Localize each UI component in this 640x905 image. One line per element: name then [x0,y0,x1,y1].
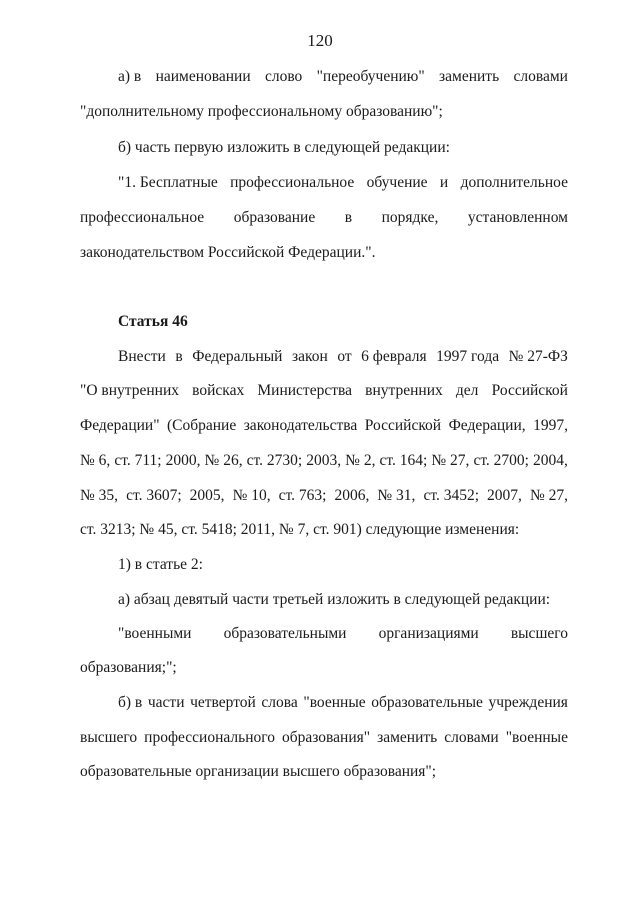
word: 1997, [533,417,568,434]
text-line [80,486,568,506]
word: "военными [118,625,192,642]
word: Федерации" [80,417,160,434]
word: учреждения [488,694,568,711]
word: "1. Бесплатные [118,174,218,191]
word: дополнительное [460,174,568,191]
word: словами [513,68,568,85]
text-line [118,173,568,193]
word: а) в [118,68,142,85]
word: в [344,209,353,226]
word: ст. 164; [379,452,428,469]
word: законодательства [243,417,358,434]
word: ст. 2730; [246,452,303,469]
word: от [337,348,352,365]
word: слово [264,68,303,85]
word: внутренних [365,382,443,399]
word: б) в [118,694,143,711]
word: высшего [510,625,568,642]
word: ст. 711; [114,452,162,469]
word: обучение [366,174,428,191]
word: "переобучению" [316,68,425,85]
word: Министерства [257,382,352,399]
word: 2003, [306,452,342,469]
word: заменить [439,68,500,85]
word: профессиональное [230,174,355,191]
word: войсках [192,382,245,399]
text-line [80,416,568,436]
word: 2007, [487,487,522,504]
word: "О внутренних [80,382,179,399]
text-line: 1) в статье 2: [118,556,203,573]
word: Федеральный [192,348,283,365]
word: № 31, [377,487,416,504]
text-line: а) абзац девятый части третьей изложить в следующей редакции: [118,591,551,608]
word: № 27, [431,452,470,469]
word: 2000, [165,452,201,469]
word: высшего [80,729,138,746]
word: Российской [364,417,442,434]
text-line: образования;"; [80,659,177,676]
text-line [118,624,568,644]
text-line [80,381,568,401]
word: словами [444,729,499,746]
text-line [118,347,568,367]
word: образовательными [223,625,347,642]
word: ст. 3607; [126,487,182,504]
word: № 27-ФЗ [508,348,568,365]
word: образования" [281,729,371,746]
text-line [118,67,568,87]
word: ст. 763; [278,487,327,504]
word: и [439,174,449,191]
word: ст. 2700; [473,452,529,469]
word: 2004, [533,452,568,469]
text-line: "дополнительному профессиональному образованию"; [80,103,443,120]
word: слова [261,694,298,711]
word: Федерации, [448,417,526,434]
word: Внести [118,348,166,365]
word: части [147,694,185,711]
word: образовательные [371,694,483,711]
text-line [118,693,568,713]
word: № 35, [80,487,119,504]
word: образование [233,209,316,226]
word: ст. 3452; [423,487,479,504]
word: № 10, [232,487,271,504]
word: установленном [467,209,568,226]
word: 2006, [334,487,370,504]
word: организациями [378,625,479,642]
word: 1997 года [436,348,500,365]
word: 2005, [189,487,225,504]
word: профессионального [144,729,275,746]
word: № 26, [204,452,243,469]
word: "военные [505,729,568,746]
word: дел [455,382,479,399]
page-number: 120 [307,31,333,50]
text-line [80,728,568,748]
word: порядке, [381,209,439,226]
text-line [80,208,568,228]
word: (Собрание [166,417,237,434]
article-heading: Статья 46 [118,313,188,330]
word: закон [292,348,328,365]
word: четвертой [190,694,256,711]
text-line: б) часть первую изложить в следующей редакции: [118,139,450,156]
word: Российской [491,382,568,399]
word: № 2, [345,452,376,469]
word: профессиональное [80,209,205,226]
text-line [80,451,568,471]
word: № 27, [529,487,568,504]
text-line: законодательством Российской Федерации.". [80,244,376,261]
word: наименовании [155,68,251,85]
text-line: ст. 3213; № 45, ст. 5418; 2011, № 7, ст. 901) следующие изменения: [80,521,520,538]
text-line: образовательные организации высшего образования"; [80,763,437,780]
word: в [175,348,183,365]
word: 6 февраля [361,348,427,365]
word: № 6, [80,452,111,469]
word: "военные [303,694,366,711]
word: заменить [377,729,438,746]
